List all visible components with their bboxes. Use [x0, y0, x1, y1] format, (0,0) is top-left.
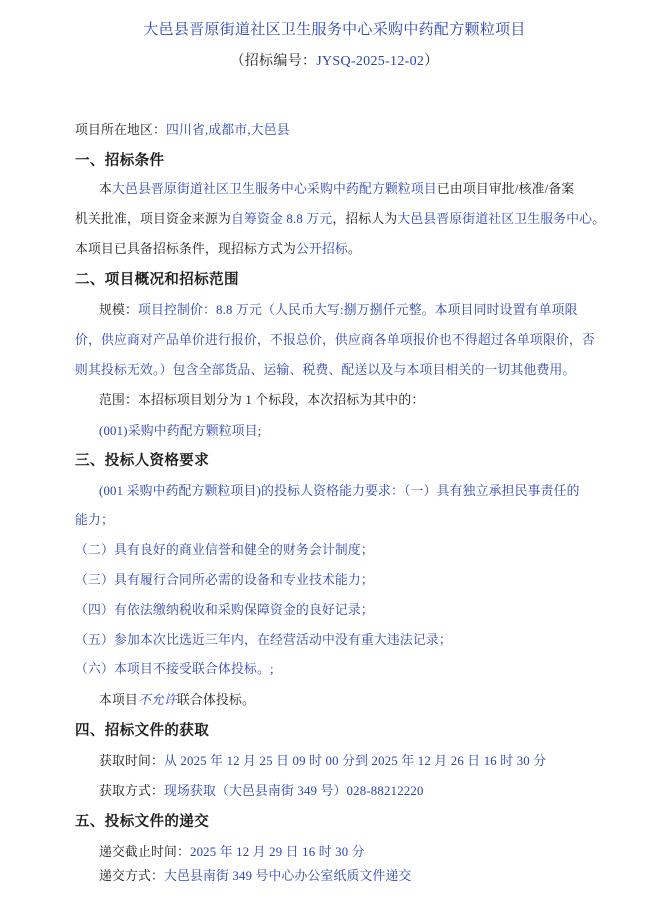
tender-number-suffix: ） — [424, 54, 439, 69]
tenderer-name: 大邑县晋原街道社区卫生服务中心 — [397, 212, 593, 226]
scale-label: 规模： — [99, 303, 138, 317]
text-segment: 已由项目审批/核准/备案 — [436, 182, 575, 196]
scale-line-1 — [99, 295, 578, 325]
requirement-line: （三）具有履行合同所必需的设备和专业技术能力； — [75, 573, 374, 587]
conditions-line-3 — [75, 234, 361, 264]
text-segment: 。 — [347, 242, 361, 256]
tender-method: 公开招标 — [295, 242, 348, 256]
requirement-line: （六）本项目不接受联合体投标。; — [75, 662, 274, 676]
text-segment: 本项目已具备招标条件，现招标方式为 — [75, 242, 296, 256]
project-name: 大邑县晋原街道社区卫生服务中心采购中药配方颗粒项目 — [112, 182, 437, 196]
requirement-line: (001 采购中药配方颗粒项目)的投标人资格能力要求：（一）具有独立承担民事责任的 — [99, 484, 580, 498]
tender-number-line — [0, 47, 669, 77]
text-segment: ，招标人为 — [332, 212, 398, 226]
acquisition-time-value: 从 2025 年 12 月 25 日 09 时 00 分到 2025 年 12 月 26 日 16 时 30 分 — [163, 754, 547, 768]
text-segment: 机关批准，项目资金来源为 — [75, 212, 231, 226]
scale-line-3: 则其投标无效。）包含全部货品、运输、税费、配送以及与本项目相关的一切其他费用。 — [75, 363, 576, 377]
tender-number-prefix: （招标编号： — [230, 54, 317, 69]
conditions-line-1 — [99, 174, 574, 204]
scale-text: 项目控制价：8.8 万元（人民币大写:捌万捌仟元整。本项目同时设置有单项限 — [138, 303, 578, 317]
location-label: 项目所在地区： — [75, 123, 166, 137]
project-location — [75, 115, 290, 145]
acquisition-time — [99, 746, 546, 776]
section-heading-tender-conditions: 一、招标条件 — [75, 153, 165, 169]
submission-deadline-label: 递交截止时间： — [99, 845, 190, 859]
requirement-line: （四）有依法缴纳税收和采购保障资金的良好记录； — [75, 603, 374, 617]
scale-line-2: 价，供应商对产品单价进行报价，不报总价，供应商各单项报价也不得超过各单项限价，否 — [75, 333, 595, 347]
consortium-statement — [99, 685, 255, 715]
requirement-line: （二）具有良好的商业信誉和健全的财务会计制度； — [75, 543, 374, 557]
consortium-allowed-value: 不允许 — [138, 693, 177, 707]
document-title: 大邑县晋原街道社区卫生服务中心采购中药配方颗粒项目 — [143, 22, 526, 38]
tender-number: JYSQ-2025-12-02 — [316, 54, 425, 69]
funding-source: 自筹资金 8.8 万元 — [230, 212, 333, 226]
requirement-line: （五）参加本次比选近三年内，在经营活动中没有重大违法记录； — [75, 633, 452, 647]
lot-item: (001)采购中药配方颗粒项目; — [99, 424, 262, 438]
section-heading-bid-submission: 五、投标文件的递交 — [75, 814, 210, 830]
section-heading-document-acquisition: 四、招标文件的获取 — [75, 723, 210, 739]
location-value: 四川省,成都市,大邑县 — [165, 123, 290, 137]
acquisition-method — [99, 776, 424, 806]
text-segment: 。 — [592, 212, 606, 226]
text-segment: 本项目 — [99, 693, 138, 707]
text-segment: 本 — [99, 182, 112, 196]
submission-method — [99, 861, 412, 891]
acquisition-time-label: 获取时间： — [99, 754, 164, 768]
submission-deadline-value: 2025 年 12 月 29 日 16 时 30 分 — [189, 845, 365, 859]
acquisition-method-label: 获取方式： — [99, 784, 164, 798]
requirement-line: 能力； — [75, 513, 114, 527]
conditions-line-2 — [75, 204, 605, 234]
scope-line: 范围：本招标项目划分为 1 个标段，本次招标为其中的： — [99, 393, 425, 407]
section-heading-project-overview: 二、项目概况和招标范围 — [75, 272, 239, 288]
submission-method-label: 递交方式： — [99, 869, 164, 883]
acquisition-method-value: 现场获取（大邑县南街 349 号）028-88212220 — [163, 784, 424, 798]
section-heading-qualifications: 三、投标人资格要求 — [75, 453, 210, 469]
submission-method-value: 大邑县南街 349 号中心办公室纸质文件递交 — [163, 869, 412, 883]
text-segment: 联合体投标。 — [177, 693, 255, 707]
